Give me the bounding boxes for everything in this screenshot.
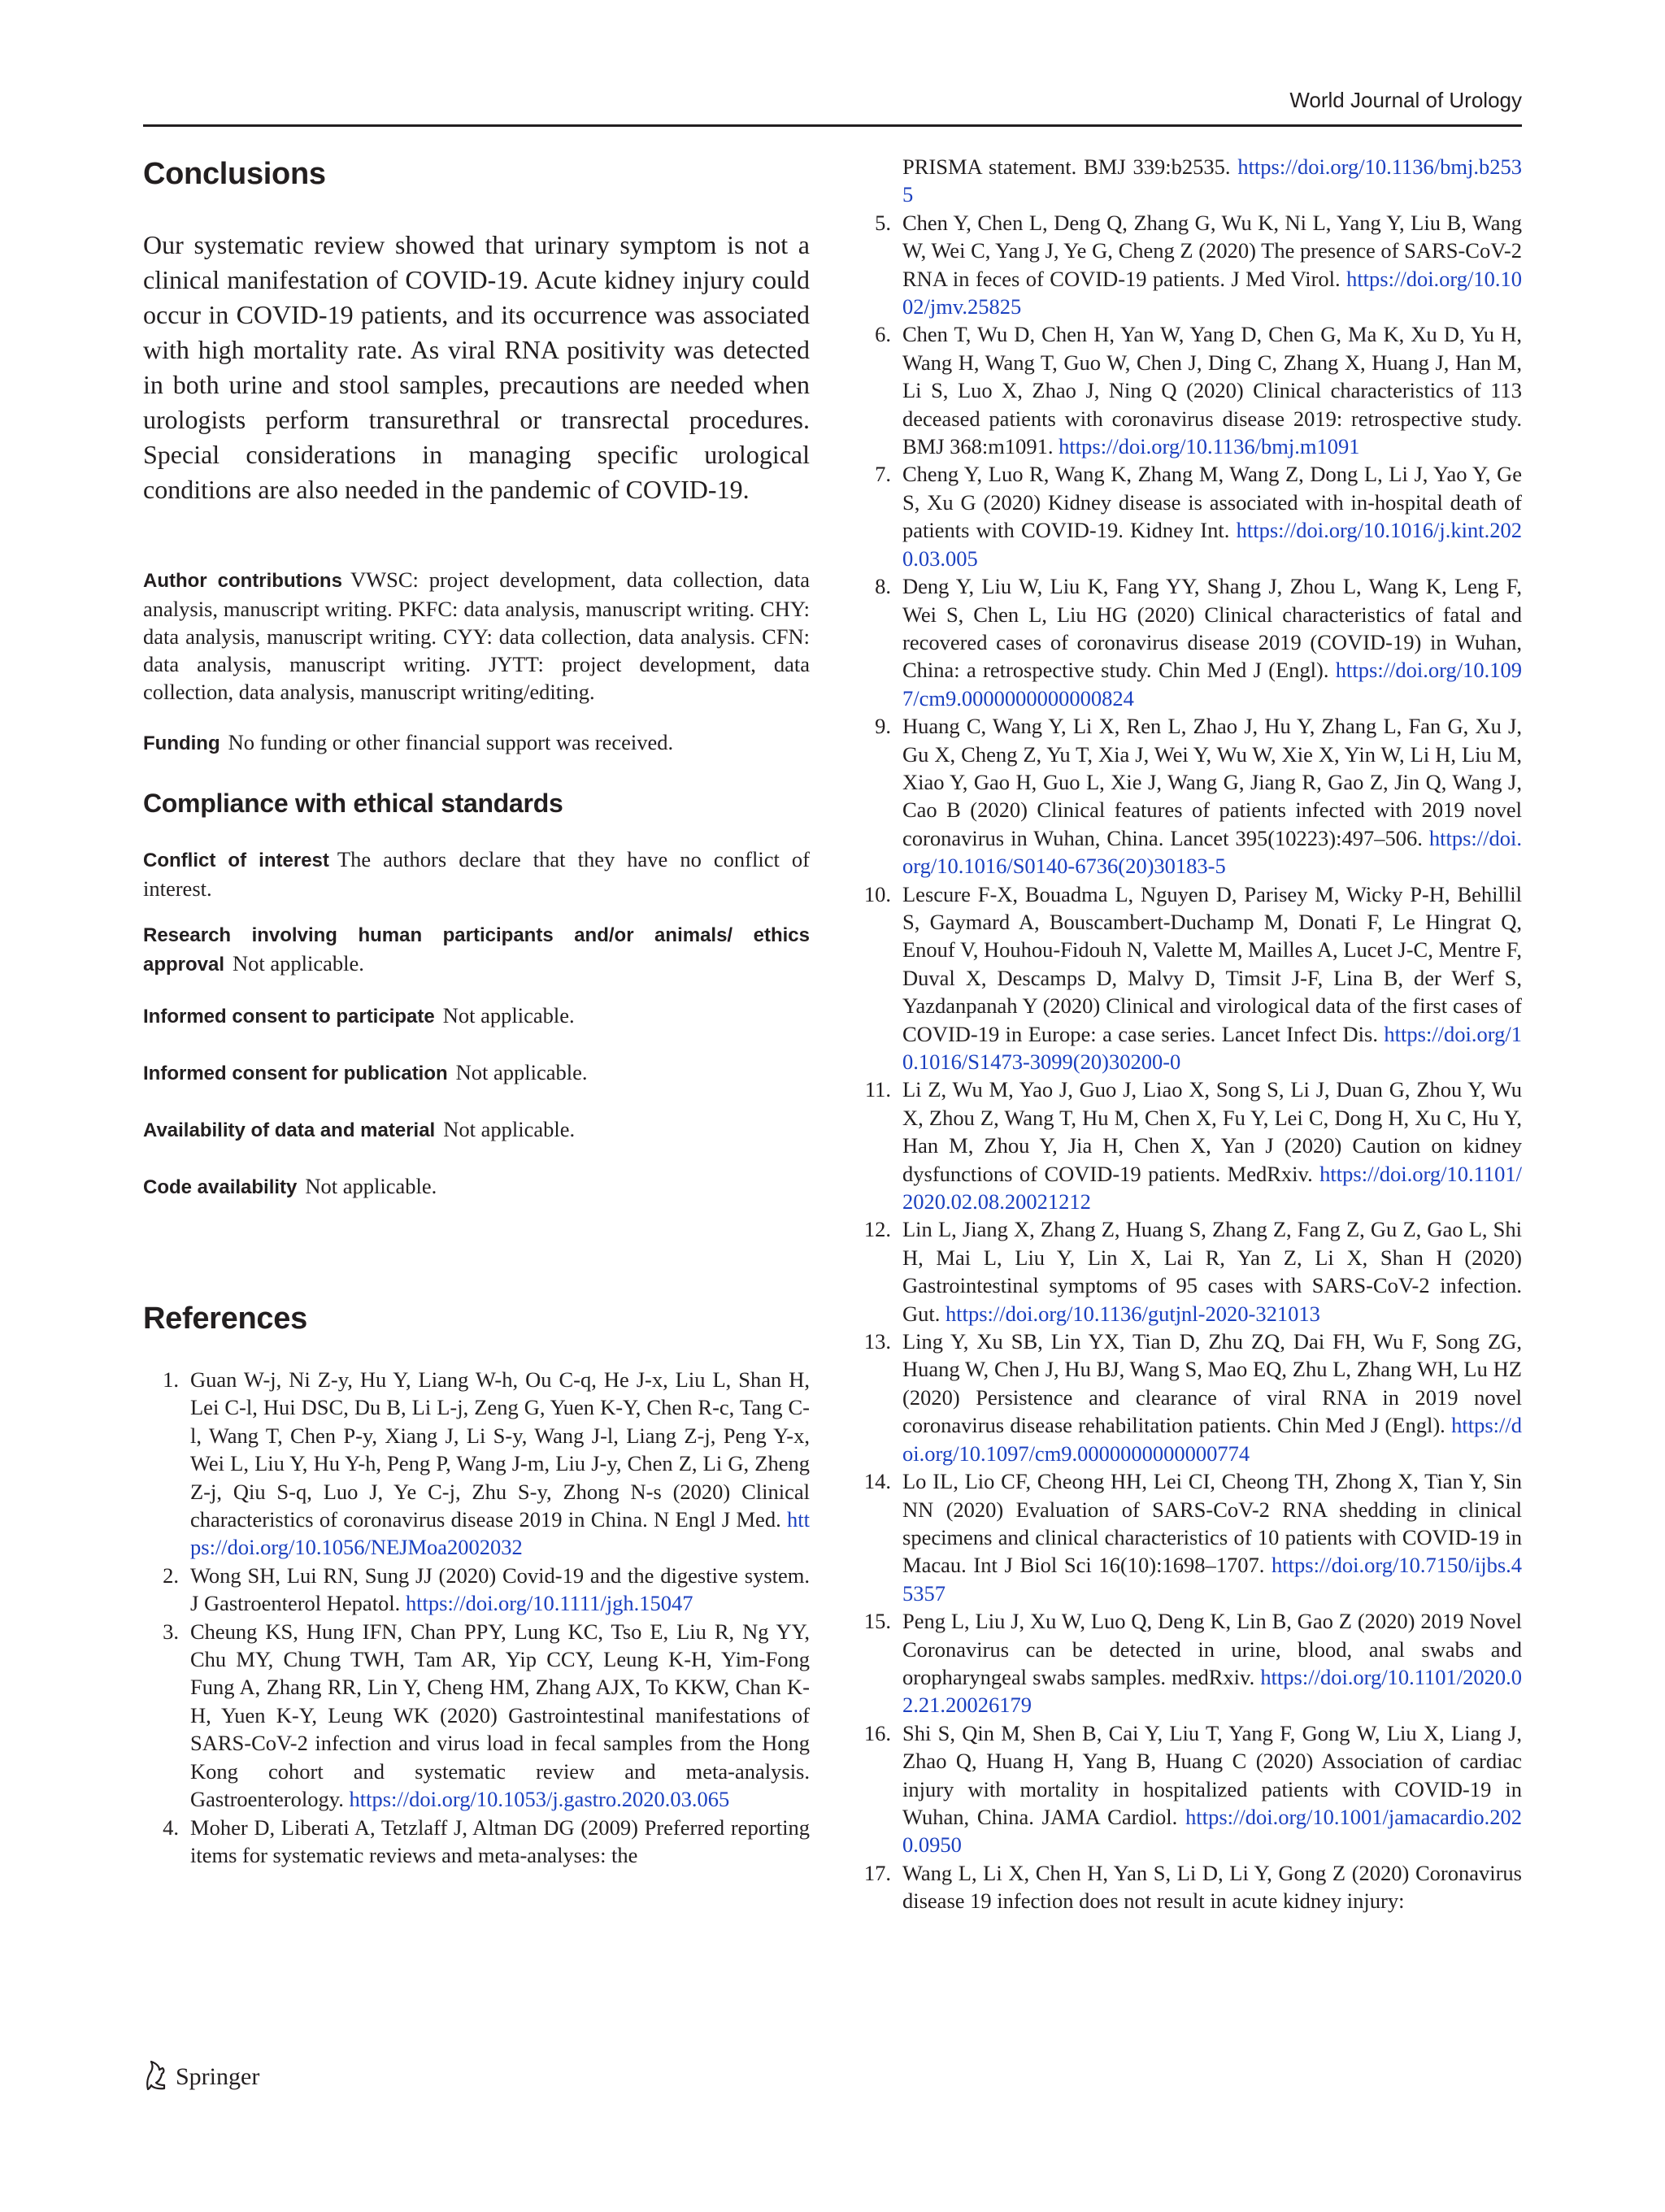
reference-continued-link[interactable]: https://doi.org/10.1136/bmj.b2535 — [902, 154, 1522, 207]
conflict-of-interest — [143, 845, 810, 902]
reference-item — [855, 1076, 1522, 1215]
author-contributions-label: Author contributions — [143, 570, 342, 592]
research-text: Not applicable. — [233, 951, 364, 976]
funding-text: No funding or other financial support was received. — [228, 730, 674, 754]
reference-doi-link[interactable]: https://doi.org/10.1016/S0140-6736(20)30183-5 — [902, 825, 1523, 879]
reference-item — [855, 460, 1522, 572]
reference-item — [855, 880, 1522, 1076]
reference-number: 12. — [863, 1217, 891, 1242]
reference-number: 17. — [863, 1860, 891, 1885]
reference-number: 9. — [875, 714, 891, 739]
reference-doi-link[interactable]: https://doi.org/10.1001/jamacardio.2020.0950 — [902, 1804, 1522, 1858]
code-availability — [143, 1172, 810, 1202]
reference-item — [855, 572, 1522, 712]
reference-item — [855, 209, 1522, 321]
reference-item — [855, 1467, 1522, 1607]
consent-publication-text: Not applicable. — [455, 1060, 588, 1084]
references-heading: References — [143, 1302, 307, 1336]
reference-item — [855, 712, 1522, 880]
funding-label: Funding — [143, 732, 220, 754]
publisher-name: Springer — [176, 2062, 260, 2090]
reference-doi-link[interactable]: https://doi.org/10.1097/cm9.0000000000000774 — [902, 1413, 1523, 1466]
left-column — [143, 154, 810, 1869]
code-availability-label: Code availability — [143, 1176, 298, 1198]
reference-item — [143, 1814, 810, 1870]
conclusions-heading: Conclusions — [143, 157, 326, 191]
springer-horse-icon — [143, 2058, 169, 2095]
consent-publication-label: Informed consent for publication — [143, 1063, 448, 1084]
reference-doi-link[interactable]: https://doi.org/10.1111/jgh.15047 — [405, 1591, 693, 1616]
research-label: Research involving human participants and/or animals/ ethics approval — [143, 924, 810, 976]
reference-doi-link[interactable]: https://doi.org/10.1097/cm9.0000000000000824 — [902, 658, 1522, 711]
reference-text: Cheung KS, Hung IFN, Chan PPY, Lung KC, Tso E, Liu R, Ng YY, Chu MY, Chung TWH, Tam AR, Yip CCY, Leung K-H, Yim-Fong Fung A, Zhang RR, Lin Y, Cheng HM, Zhang AJX, To KKW, Chan K-H, Yuen K-Y, Leung WK (2020) Gastrointestinal manifestations of SARS-CoV-2 infection and virus load in fecal samples from the Hong Kong cohort and systematic review and meta-analysis. Gastroenterology. — [190, 1619, 810, 1812]
reference-item — [855, 1607, 1522, 1719]
research-approval — [143, 920, 810, 979]
reference-text: Cheng Y, Luo R, Wang K, Zhang M, Wang Z, Dong L, Li J, Yao Y, Ge S, Xu G (2020) Kidney disease is associated with in-hospital death of patients with COVID-19. Kidney Int. — [902, 462, 1522, 543]
reference-item — [855, 320, 1522, 460]
reference-number: 4. — [163, 1814, 179, 1840]
right-column — [855, 153, 1522, 1915]
reference-text: Wong SH, Lui RN, Sung JJ (2020) Covid-19 and the digestive system. J Gastroenterol Hepatol. — [190, 1562, 810, 1616]
reference-text: Peng L, Liu J, Xu W, Luo Q, Deng K, Lin B, Gao Z (2020) 2019 Novel Coronavirus can be detected in urine, blood, anal swabs and oropharyngeal swabs samples. medRxiv. — [902, 1609, 1522, 1689]
compliance-heading: Compliance with ethical standards — [143, 789, 563, 818]
reference-text: Li Z, Wu M, Yao J, Guo J, Liao X, Song S, Li J, Duan G, Zhou Y, Wu X, Zhou Z, Wang T, Hu M, Chen X, Fu Y, Lei C, Dong H, Xu C, Hu Y, Han M, Zhou Y, Jia H, Chen X, Yan J (2020) Caution on kidney dysfunctions of COVID-19 patients. MedRxiv. — [902, 1077, 1522, 1186]
reference-number: 11. — [864, 1077, 891, 1102]
reference-doi-link[interactable]: https://doi.org/10.1136/bmj.m1091 — [1059, 434, 1360, 459]
data-availability-text: Not applicable. — [443, 1117, 576, 1141]
consent-publication — [143, 1058, 810, 1088]
reference-text: Lescure F-X, Bouadma L, Nguyen D, Parisey M, Wicky P-H, Behillil S, Gaymard A, Bouscambert-Duchamp M, Donati F, Le Hingrat Q, Enouf V, Houhou-Fidouh N, Valette M, Mailles A, Lucet J-C, Mentre F, Duval X, Descamps D, Malvy D, Timsit J-F, Lina B, der Werf S, Yazdanpanah Y (2020) Clinical and virological data of the first cases of COVID-19 in Europe: a case series. Lancet Infect Dis. — [902, 881, 1522, 1046]
header-rule — [143, 124, 1522, 127]
reference-number: 3. — [163, 1619, 179, 1644]
reference-text: Guan W-j, Ni Z-y, Hu Y, Liang W-h, Ou C-q, He J-x, Liu L, Shan H, Lei C-l, Hui DSC, Du B, Li L-j, Zeng G, Yuen K-Y, Chen R-c, Tang C-l, Wang T, Chen P-y, Xiang J, Li S-y, Wang J-l, Liang Z-j, Peng Y-x, Wei L, Liu Y, Hu Y-h, Peng P, Wang J-m, Liu J-y, Chen Z, Li G, Zheng Z-j, Qiu S-q, Luo J, Ye C-j, Zhu S-y, Zhong N-s (2020) Clinical characteristics of coronavirus disease 2019 in China. N Engl J Med. — [190, 1367, 810, 1532]
author-contributions — [143, 566, 810, 706]
reference-doi-link[interactable]: https://doi.org/10.1053/j.gastro.2020.03.065 — [349, 1787, 730, 1812]
reference-number: 13. — [863, 1329, 891, 1354]
reference-text: Shi S, Qin M, Shen B, Cai Y, Liu T, Yang F, Gong W, Liu X, Liang J, Zhao Q, Huang H, Yang B, Huang C (2020) Association of cardiac injury with mortality in hospitalized patients with COVID-19 in Wuhan, China. JAMA Cardiol. — [902, 1720, 1522, 1829]
reference-number: 1. — [163, 1367, 179, 1392]
reference-number: 6. — [875, 322, 891, 347]
reference-doi-link[interactable]: https://doi.org/10.7150/ijbs.45357 — [902, 1553, 1523, 1606]
conflict-label: Conflict of interest — [143, 850, 329, 871]
references-continuation — [855, 153, 1522, 209]
reference-doi-link[interactable]: https://doi.org/10.1101/2020.02.08.20021212 — [902, 1161, 1522, 1215]
reference-item — [143, 1562, 810, 1618]
reference-number: 10. — [863, 881, 891, 906]
reference-text: Chen T, Wu D, Chen H, Yan W, Yang D, Chen G, Ma K, Xu D, Yu H, Wang H, Wang T, Guo W, Chen J, Ding C, Zhang X, Huang J, Han M, Li S, Luo X, Zhao J, Ning Q (2020) Clinical characteristics of 113 deceased patients with coronavirus disease 2019: retrospective study. BMJ 368:m1091. — [902, 322, 1522, 459]
reference-item — [855, 1328, 1522, 1467]
data-availability — [143, 1115, 810, 1145]
reference-item — [143, 1618, 810, 1814]
reference-item — [855, 1719, 1522, 1859]
reference-text: Lin L, Jiang X, Zhang Z, Huang S, Zhang Z, Fang Z, Gu Z, Gao L, Shi H, Mai L, Liu Y, Lin X, Lai R, Yan Z, Li X, Shan H (2020) Gastrointestinal symptoms of 95 cases with SARS-CoV-2 infection. Gut. — [902, 1217, 1522, 1326]
consent-participate — [143, 1002, 810, 1031]
journal-name: World Journal of Urology — [1289, 88, 1522, 112]
reference-text: Wang L, Li X, Chen H, Yan S, Li D, Li Y, Gong Z (2020) Coronavirus disease 19 infection does not result in acute kidney injury: — [902, 1860, 1522, 1914]
references-list-right — [855, 209, 1522, 1915]
reference-number: 16. — [863, 1720, 891, 1745]
reference-doi-link[interactable]: https://doi.org/10.1056/NEJMoa2002032 — [190, 1507, 811, 1560]
reference-item — [855, 1859, 1522, 1915]
reference-number: 5. — [875, 210, 891, 235]
reference-number: 2. — [163, 1562, 179, 1588]
reference-text: Deng Y, Liu W, Liu K, Fang YY, Shang J, Zhou L, Wang K, Leng F, Wei S, Chen L, Liu HG (2020) Clinical characteristics of fatal and recovered cases of coronavirus disease 2019 (COVID-19) in Wuhan, China: a retrospective study. Chin Med J (Engl). — [902, 574, 1522, 683]
reference-doi-link[interactable]: https://doi.org/10.1101/2020.02.21.20026179 — [902, 1664, 1523, 1718]
data-availability-label: Availability of data and material — [143, 1119, 436, 1141]
reference-doi-link[interactable]: https://doi.org/10.1016/j.kint.2020.03.005 — [902, 518, 1523, 571]
reference-continued-text: PRISMA statement. BMJ 339:b2535. — [902, 154, 1231, 179]
conflict-text: The authors declare that they have no conflict of interest. — [143, 847, 810, 901]
reference-text: Lo IL, Lio CF, Cheong HH, Lei CI, Cheong TH, Zhong X, Tian Y, Sin NN (2020) Evaluation of SARS-CoV-2 RNA shedding in clinical specimens and clinical characteristics of 10 patients with COVID-19 in Macau. Int J Biol Sci 16(10):1698–1707. — [902, 1469, 1522, 1578]
author-contributions-text: VWSC: project development, data collection, data analysis, manuscript writing. PKFC: data analysis, manuscript writing. CHY: data analysis, manuscript writing. CYY: data collection, data analysis. CFN: data analysis, manuscript writing. JYTT: project development, data collection, data analysis, manuscript writing/editing. — [143, 567, 810, 704]
reference-doi-link[interactable]: https://doi.org/10.1016/S1473-3099(20)30200-0 — [902, 1021, 1522, 1074]
reference-number: 7. — [875, 462, 891, 487]
reference-text: Ling Y, Xu SB, Lin YX, Tian D, Zhu ZQ, Dai FH, Wu F, Song ZG, Huang W, Chen J, Hu BJ, Wang S, Mao EQ, Zhu L, Zhang WH, Lu HZ (2020) Persistence and clearance of viral RNA in 2019 novel coronavirus disease rehabilitation patients. Chin Med J (Engl). — [902, 1329, 1522, 1438]
reference-item — [143, 1366, 810, 1562]
reference-number: 14. — [863, 1469, 891, 1494]
reference-doi-link[interactable]: https://doi.org/10.1002/jmv.25825 — [902, 266, 1523, 319]
reference-text: Chen Y, Chen L, Deng Q, Zhang G, Wu K, Ni L, Yang Y, Liu B, Wang W, Wei C, Yang J, Ye G, Cheng Z (2020) The presence of SARS-CoV-2 RNA in feces of COVID-19 patients. J Med Virol. — [902, 210, 1522, 291]
references-list-left — [143, 1366, 810, 1869]
reference-text: Moher D, Liberati A, Tetzlaff J, Altman DG (2009) Preferred reporting items for systematic reviews and meta-analyses: the — [190, 1814, 810, 1867]
conclusions-text: Our systematic review showed that urinary symptom is not a clinical manifestation of COVID-19. Acute kidney injury could occur in COVID-19 patients, and its occurrence was associated with high mortality rate. As viral RNA positivity was detected in both urine and stool samples, precautions are needed when urologists perform transurethral or transrectal procedures. Special considerations in managing specific urological conditions are also needed in the pandemic of COVID-19. — [143, 230, 810, 504]
code-availability-text: Not applicable. — [305, 1174, 437, 1198]
reference-text: Huang C, Wang Y, Li X, Ren L, Zhao J, Hu Y, Zhang L, Fan G, Xu J, Gu X, Cheng Z, Yu T, Xia J, Wei Y, Wu W, Xie X, Yin W, Li H, Liu M, Xiao Y, Gao H, Guo L, Xie J, Wang G, Jiang R, Gao Z, Jin Q, Wang J, Cao B (2020) Clinical features of patients infected with 2019 novel coronavirus in Wuhan, China. Lancet 395(10223):497–506. — [902, 714, 1522, 850]
reference-number: 15. — [863, 1609, 891, 1634]
consent-participate-label: Informed consent to participate — [143, 1006, 435, 1028]
reference-doi-link[interactable]: https://doi.org/10.1136/gutjnl-2020-321013 — [946, 1301, 1320, 1326]
funding — [143, 728, 810, 758]
reference-item — [855, 1215, 1522, 1328]
reference-number: 8. — [875, 574, 891, 599]
reference-item-continued — [855, 153, 1522, 209]
consent-participate-text: Not applicable. — [442, 1003, 575, 1028]
footer — [143, 2058, 259, 2095]
